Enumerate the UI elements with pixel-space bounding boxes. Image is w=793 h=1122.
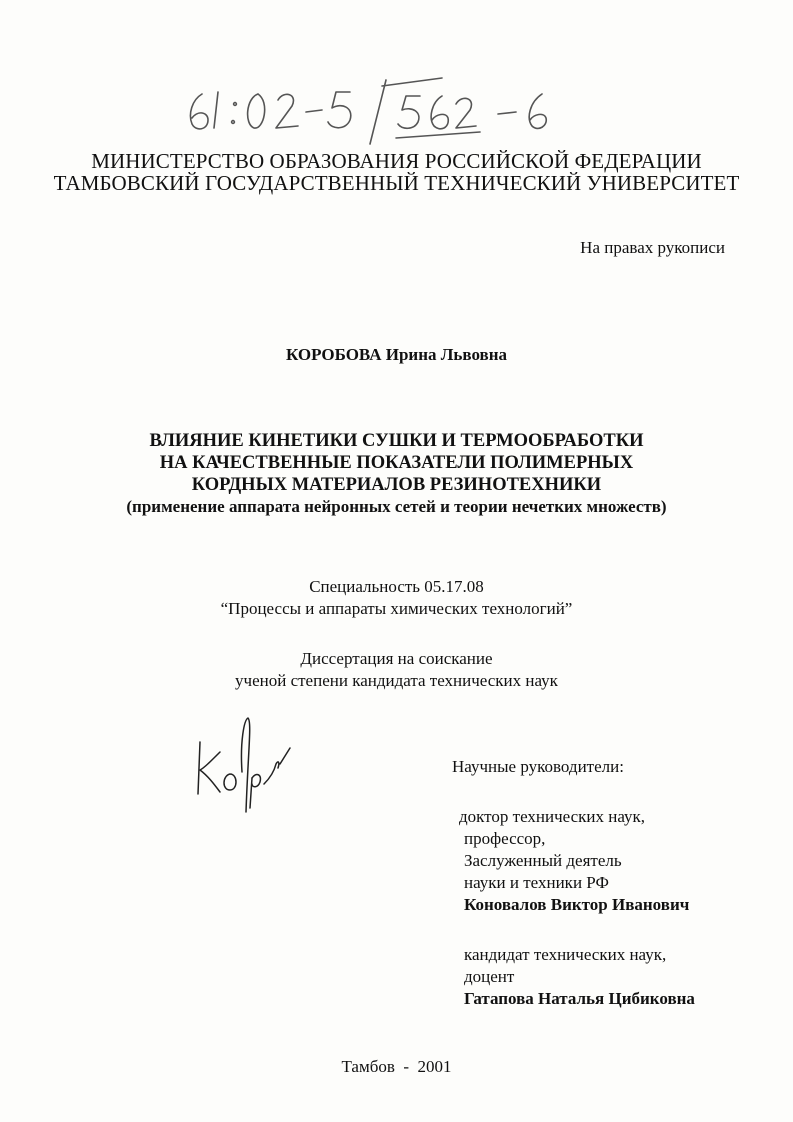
author-name: КОРОБОВА Ирина Львовна	[285, 345, 508, 364]
title-line-3: КОРДНЫХ МАТЕРИАЛОВ РЕЗИНОТЕХНИКИ	[191, 475, 602, 495]
title-line-1: ВЛИЯНИЕ КИНЕТИКИ СУШКИ И ТЕРМООБРАБОТКИ	[149, 431, 644, 451]
title-subtitle: (применение аппарата нейронных сетей и теории нечетких множеств)	[126, 497, 667, 516]
supervisors-heading: Научные руководители:	[452, 757, 624, 776]
manuscript-rights-note: На правах рукописи	[580, 238, 725, 257]
place-and-year: Тамбов - 2001	[341, 1057, 452, 1076]
supervisor-2-name: Гатапова Наталья Цибиковна	[464, 989, 695, 1008]
specialty-code: Специальность 05.17.08	[309, 577, 484, 596]
ministry-line-2: ТАМБОВСКИЙ ГОСУДАРСТВЕННЫЙ ТЕХНИЧЕСКИЙ УНИВЕРСИТЕТ	[53, 171, 740, 195]
degree-line-2: ученой степени кандидата технических наук	[235, 671, 558, 690]
supervisor-1-name: Коновалов Виктор Иванович	[464, 895, 690, 914]
specialty-name: “Процессы и аппараты химических технологий”	[220, 599, 573, 618]
signature-handwriting	[190, 712, 300, 822]
archive-code-drawing	[180, 72, 580, 152]
archive-code-handwriting	[180, 72, 580, 152]
supervisor-2-rank: доцент	[464, 967, 515, 986]
supervisor-1-degree: доктор технических наук,	[459, 807, 646, 826]
ministry-line-1: МИНИСТЕРСТВО ОБРАЗОВАНИЯ РОССИЙСКОЙ ФЕДЕРАЦИИ	[91, 149, 702, 173]
signature-drawing	[190, 712, 300, 822]
supervisor-1-honor-line-1: Заслуженный деятель	[464, 851, 622, 870]
supervisor-2-degree: кандидат технических наук,	[464, 945, 667, 964]
title-line-2: НА КАЧЕСТВЕННЫЕ ПОКАЗАТЕЛИ ПОЛИМЕРНЫХ	[159, 453, 634, 473]
degree-line-1: Диссертация на соискание	[300, 649, 493, 668]
supervisor-1-honor-line-2: науки и техники РФ	[464, 873, 609, 892]
supervisor-1-rank: профессор,	[464, 829, 546, 848]
